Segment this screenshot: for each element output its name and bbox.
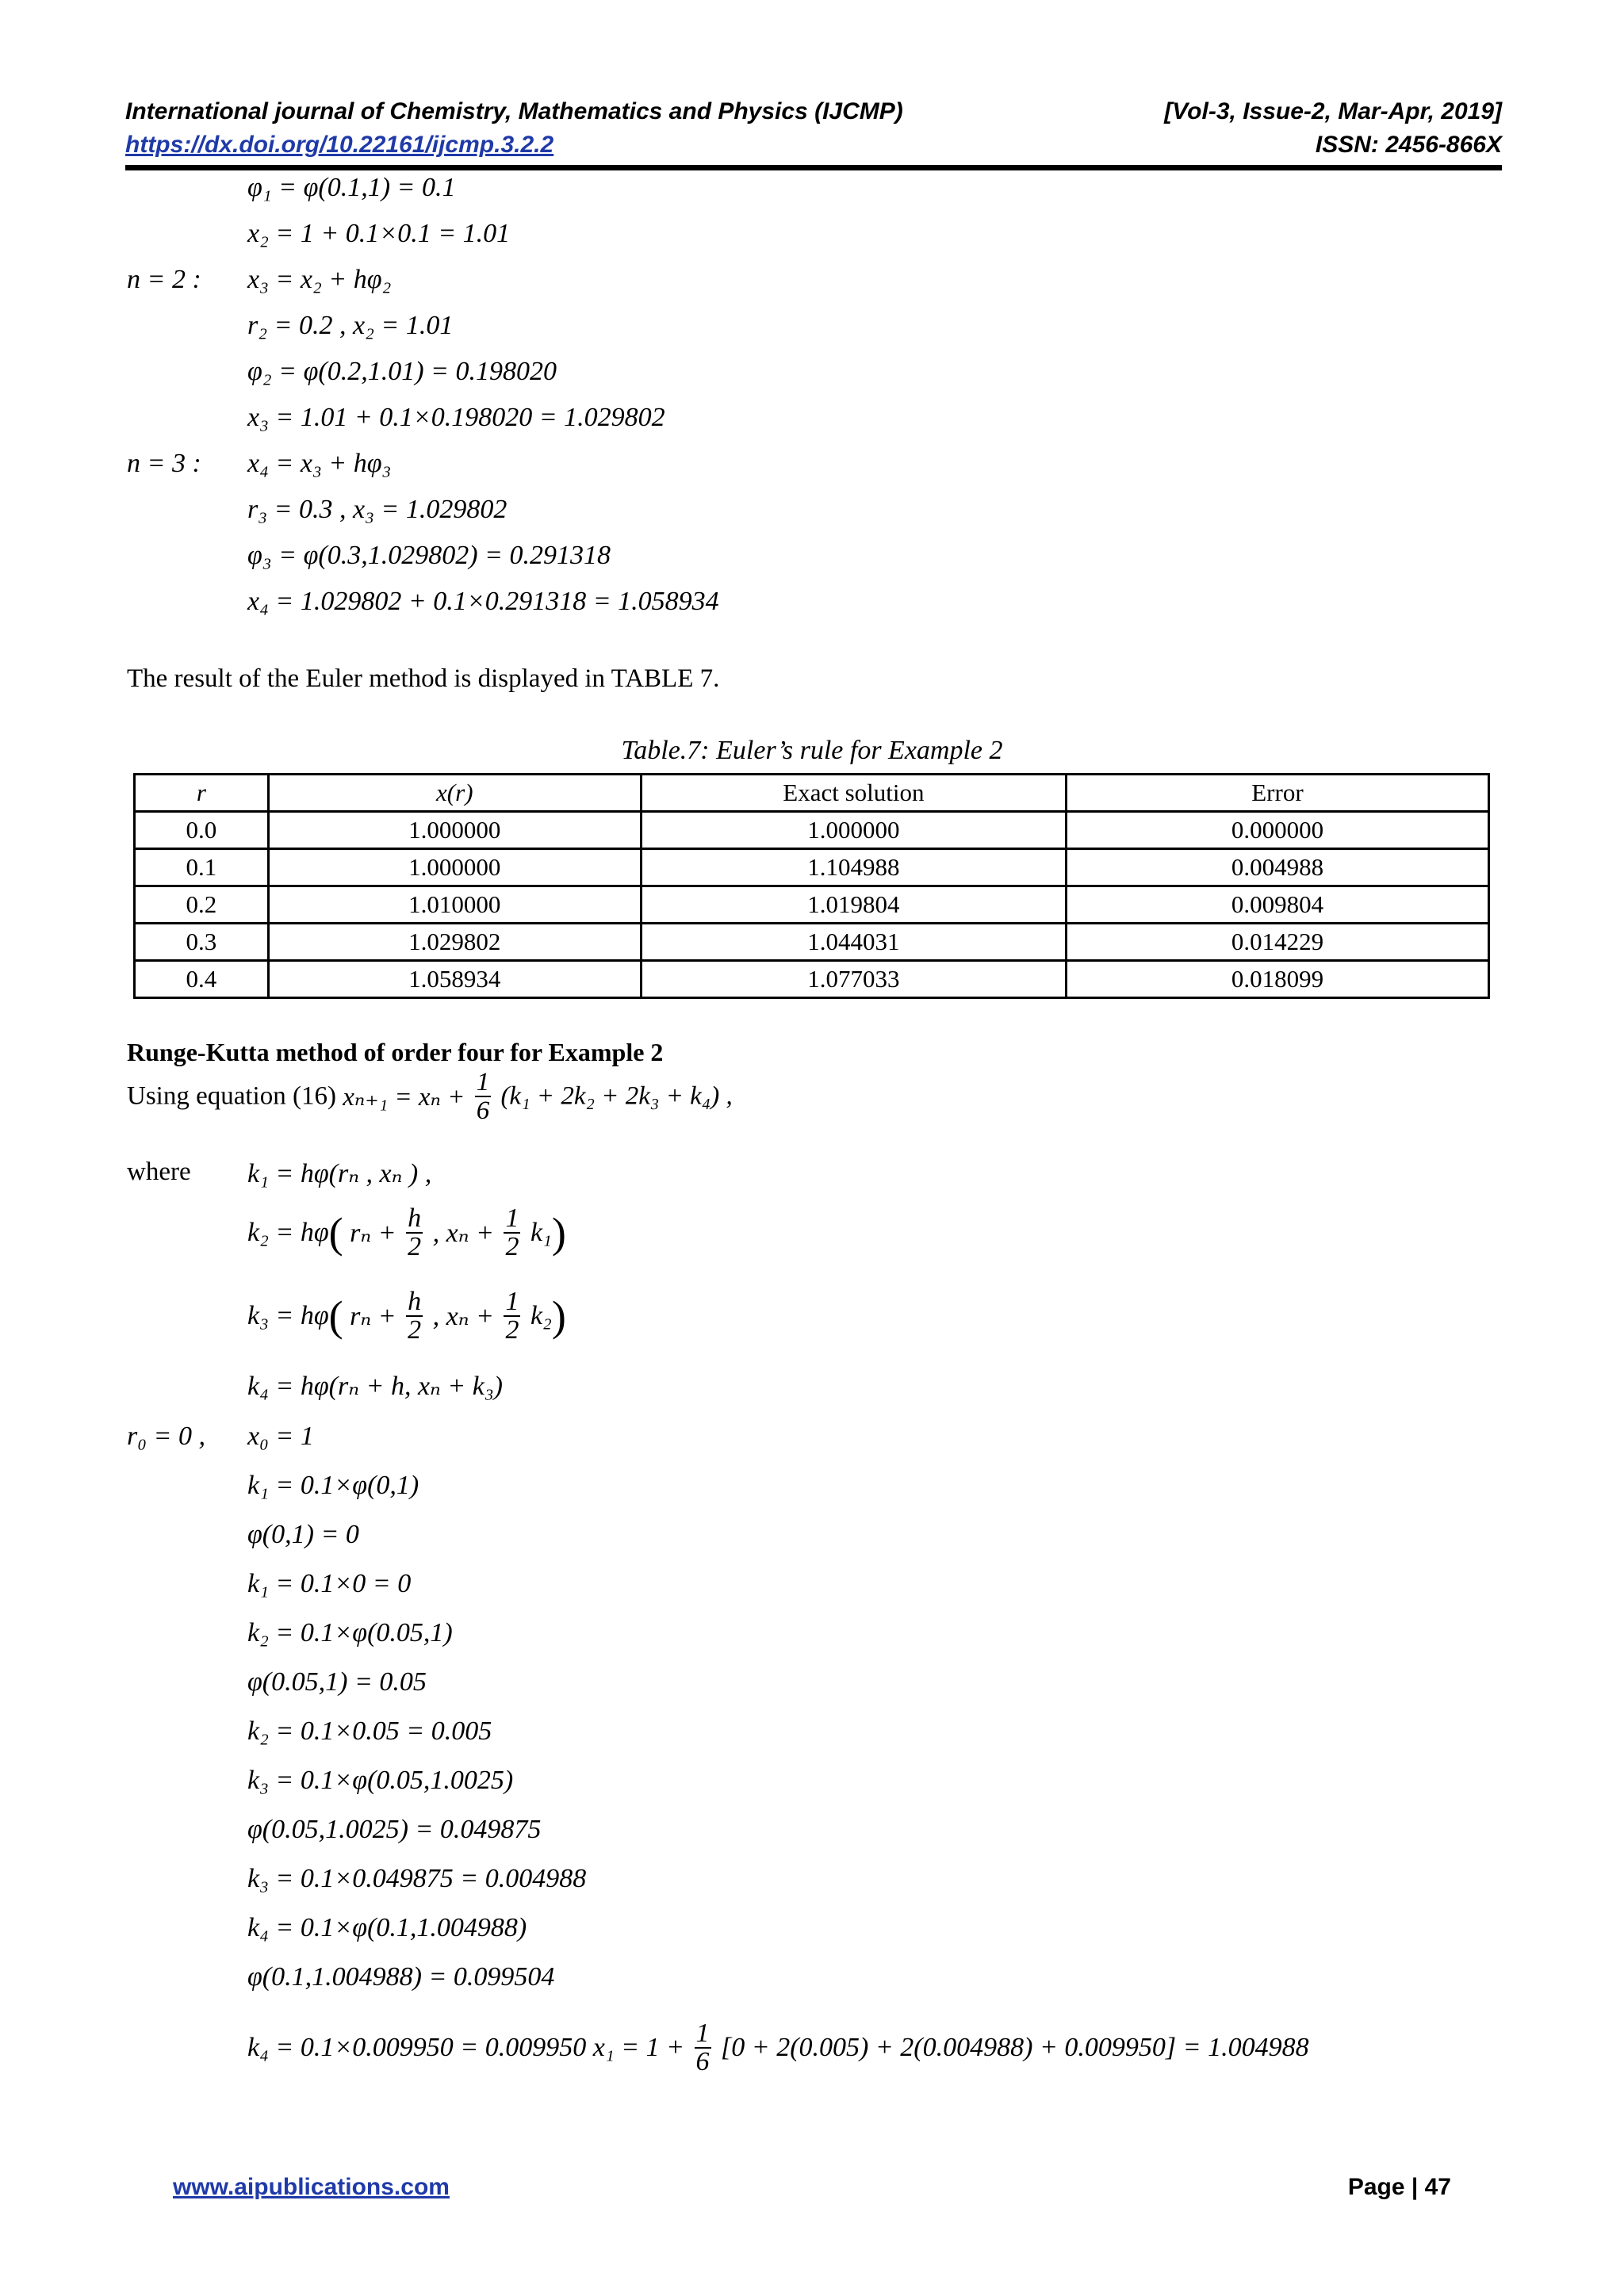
- cell-exact: 1.077033: [641, 961, 1066, 998]
- h-over-2: $\frac{h}{2}$: [408, 1203, 422, 1261]
- r2-line: r₂ = 0.2 , x₂ = 1.01: [247, 311, 454, 340]
- one-sixth-fraction: $\frac{1}{6}$: [695, 2019, 710, 2076]
- cell-exact: 1.000000: [641, 812, 1066, 849]
- cell-x: 1.010000: [268, 886, 641, 924]
- cell-error: 0.009804: [1066, 886, 1488, 924]
- rk-step-4: k₂ = 0.1×φ(0.05,1): [247, 1618, 453, 1647]
- table-row: [135, 886, 1489, 924]
- n3-label: n = 3 :: [127, 449, 201, 478]
- cell-exact: 1.019804: [641, 886, 1066, 924]
- rk-section-title: Runge-Kutta method of order four for Example 2: [127, 1038, 664, 1066]
- rk-step-2: φ(0,1) = 0: [247, 1520, 359, 1549]
- rk-step-3: k₁ = 0.1×0 = 0: [247, 1569, 412, 1598]
- rk-step-6: k₂ = 0.1×0.05 = 0.005: [247, 1716, 492, 1746]
- rk-step-11: φ(0.1,1.004988) = 0.099504: [247, 1962, 555, 1992]
- table-row: [135, 849, 1489, 886]
- eq-right: (k₁ + 2k₂ + 2k₃ + k₄) ,: [500, 1081, 733, 1111]
- cell-exact: 1.044031: [641, 924, 1066, 961]
- table-row: [135, 961, 1489, 998]
- using-prefix: Using equation (16): [127, 1081, 336, 1111]
- n2-label: n = 2 :: [127, 265, 201, 294]
- header-rule: [125, 165, 1502, 170]
- k1-definition: k₁ = hφ(rₙ , xₙ ) ,: [247, 1159, 432, 1188]
- phi1-line: φ₁ = φ(0.1,1) = 0.1: [247, 173, 456, 202]
- k3-definition: k₃ = hφ( rₙ + $\frac{h}{2}$ , xₙ + $\frac{1}{2}$ k₂): [247, 1287, 566, 1345]
- cell-r: 0.1: [135, 849, 269, 886]
- cell-r: 0.4: [135, 961, 269, 998]
- col-header-exact: Exact solution: [641, 775, 1066, 812]
- cell-x: 1.029802: [268, 924, 641, 961]
- cell-error: 0.018099: [1066, 961, 1488, 998]
- col-header-x: x(r): [268, 775, 641, 812]
- col-header-error: Error: [1066, 775, 1488, 812]
- volume-info: [Vol-3, Issue-2, Mar-Apr, 2019]: [1164, 98, 1502, 124]
- journal-header: [125, 98, 1502, 130]
- x2-line: x₂ = 1 + 0.1×0.1 = 1.01: [247, 219, 511, 248]
- doi-header: [125, 132, 1502, 163]
- x4-formula: x₄ = x₃ + hφ₃: [247, 449, 392, 478]
- r3-line: r₃ = 0.3 , x₃ = 1.029802: [247, 495, 508, 524]
- one-sixth-fraction: $\frac{1}{6}$: [476, 1068, 490, 1125]
- x4-line: x₄ = 1.029802 + 0.1×0.291318 = 1.058934: [247, 587, 719, 616]
- euler-table: [133, 773, 1490, 999]
- col-header-r: r: [135, 775, 269, 812]
- phi3-line: φ₃ = φ(0.3,1.029802) = 0.291318: [247, 541, 611, 570]
- cell-error: 0.014229: [1066, 924, 1488, 961]
- phi2-line: φ₂ = φ(0.2,1.01) = 0.198020: [247, 357, 557, 386]
- cell-x: 1.000000: [268, 849, 641, 886]
- result-paragraph: The result of the Euler method is displayed in TABLE 7.: [127, 664, 720, 693]
- x3-line: x₃ = 1.01 + 0.1×0.198020 = 1.029802: [247, 403, 665, 432]
- table-row: [135, 812, 1489, 849]
- cell-r: 0.2: [135, 886, 269, 924]
- journal-title: International journal of Chemistry, Mathematics and Physics (IJCMP): [125, 98, 903, 124]
- cell-error: 0.004988: [1066, 849, 1488, 886]
- table-row: [135, 924, 1489, 961]
- rk-step-12: k₄ = 0.1×0.009950 = 0.009950 x₁ = 1 + $\frac{1}{6}$ [0 + 2(0.005) + 2(0.004988) + 0.009950] = 1.004988: [247, 2019, 1309, 2076]
- cell-r: 0.0: [135, 812, 269, 849]
- rk-step-5: φ(0.05,1) = 0.05: [247, 1667, 427, 1697]
- rk-step-1: k₁ = 0.1×φ(0,1): [247, 1471, 419, 1500]
- one-half: $\frac{1}{2}$: [505, 1203, 519, 1261]
- r0-initial: r₀ = 0 ,: [127, 1422, 205, 1451]
- rk-step-8: φ(0.05,1.0025) = 0.049875: [247, 1815, 542, 1844]
- cell-x: 1.058934: [268, 961, 641, 998]
- k4-definition: k₄ = hφ(rₙ + h, xₙ + k₃): [247, 1372, 503, 1401]
- x0-initial: x₀ = 1: [247, 1422, 314, 1451]
- eq-left: xₙ₊₁ = xₙ +: [343, 1083, 465, 1112]
- cell-exact: 1.104988: [641, 849, 1066, 886]
- doi-link[interactable]: https://dx.doi.org/10.22161/ijcmp.3.2.2: [125, 132, 554, 158]
- x3-formula: x₃ = x₂ + hφ₂: [247, 265, 392, 294]
- rk-equation-line: [127, 1069, 733, 1129]
- table-caption: Table.7: Euler’s rule for Example 2: [621, 736, 1003, 765]
- cell-error: 0.000000: [1066, 812, 1488, 849]
- cell-r: 0.3: [135, 924, 269, 961]
- page-number: Page | 47: [1347, 2174, 1451, 2200]
- rk-step-9: k₃ = 0.1×0.049875 = 0.004988: [247, 1864, 587, 1893]
- where-label: where: [127, 1158, 191, 1186]
- cell-x: 1.000000: [268, 812, 641, 849]
- rk-step-7: k₃ = 0.1×φ(0.05,1.0025): [247, 1766, 514, 1795]
- rk-step-10: k₄ = 0.1×φ(0.1,1.004988): [247, 1913, 527, 1942]
- issn: ISSN: 2456-866X: [1315, 132, 1502, 158]
- footer-website-link[interactable]: www.aipublications.com: [173, 2174, 450, 2200]
- k2-definition: k₂ = hφ( rₙ + $\frac{h}{2}$ , xₙ + $\frac{1}{2}$ k₁): [247, 1203, 566, 1261]
- table-header-row: [135, 775, 1489, 812]
- one-half: $\frac{1}{2}$: [505, 1287, 519, 1345]
- h-over-2: $\frac{h}{2}$: [408, 1287, 422, 1345]
